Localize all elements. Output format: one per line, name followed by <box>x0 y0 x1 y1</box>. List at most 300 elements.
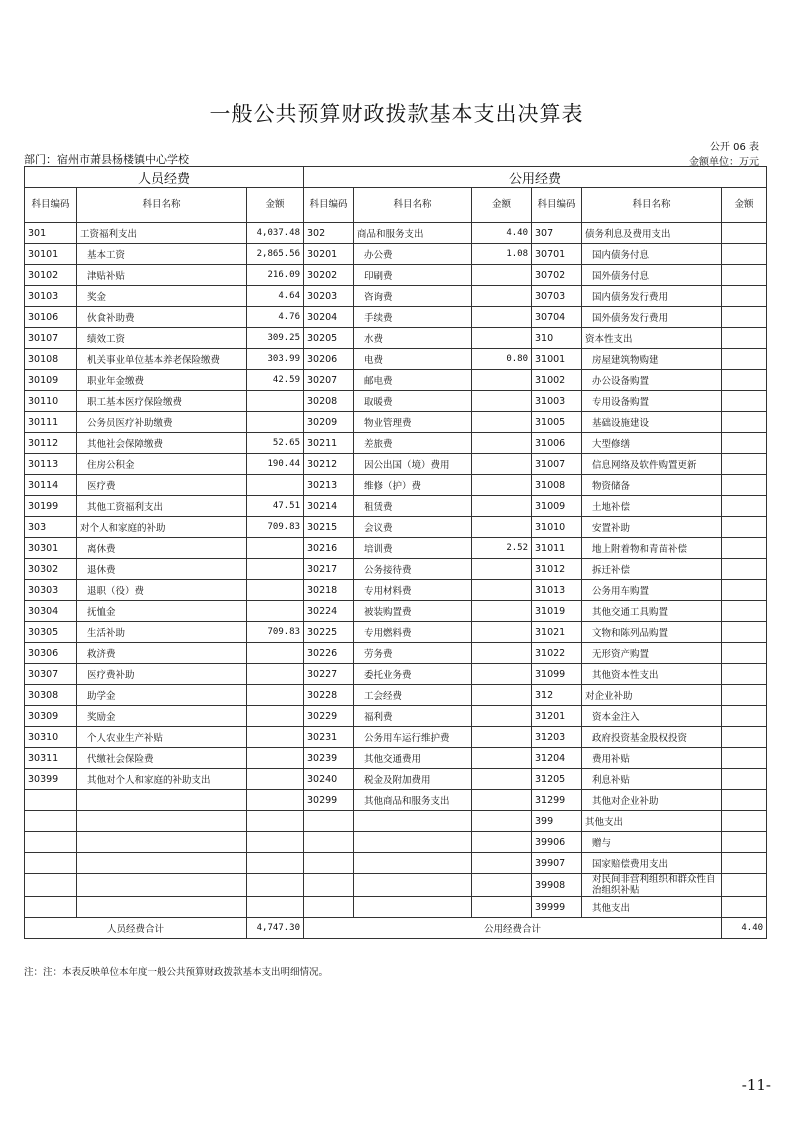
code-cell: 301 <box>25 223 77 244</box>
name-cell: 职业年金缴费 <box>77 370 247 391</box>
name-cell: 物业管理费 <box>354 412 472 433</box>
name-cell: 国家赔偿费用支出 <box>582 853 722 874</box>
code-cell: 30304 <box>25 601 77 622</box>
amount-cell <box>722 580 767 601</box>
name-cell: 培训费 <box>354 538 472 559</box>
amount-cell <box>247 685 304 706</box>
amount-cell <box>722 328 767 349</box>
name-cell: 办公费 <box>354 244 472 265</box>
table-row <box>25 559 767 580</box>
table-row <box>25 286 767 307</box>
amount-cell <box>722 517 767 538</box>
table-row <box>25 370 767 391</box>
name-cell: 工资福利支出 <box>77 223 247 244</box>
table-row <box>25 244 767 265</box>
table-row <box>25 727 767 748</box>
amount-cell <box>247 391 304 412</box>
code-cell: 31022 <box>532 643 582 664</box>
amount-cell <box>472 517 532 538</box>
name-cell: 信息网络及软件购置更新 <box>582 454 722 475</box>
name-cell: 安置补助 <box>582 517 722 538</box>
amount-cell: 216.09 <box>247 265 304 286</box>
name-cell: 工会经费 <box>354 685 472 706</box>
name-cell: 国外债务付息 <box>582 265 722 286</box>
code-cell: 31006 <box>532 433 582 454</box>
name-cell: 商品和服务支出 <box>354 223 472 244</box>
name-cell: 救济费 <box>77 643 247 664</box>
amount-cell <box>722 286 767 307</box>
name-cell: 专用设备购置 <box>582 391 722 412</box>
name-cell <box>354 897 472 918</box>
table-row <box>25 496 767 517</box>
name-cell <box>77 811 247 832</box>
amount-cell <box>722 601 767 622</box>
code-cell: 30102 <box>25 265 77 286</box>
amount-cell <box>472 580 532 601</box>
code-cell: 31019 <box>532 601 582 622</box>
code-cell: 30109 <box>25 370 77 391</box>
name-cell: 土地补偿 <box>582 496 722 517</box>
amount-cell <box>472 307 532 328</box>
name-cell: 租赁费 <box>354 496 472 517</box>
table-row <box>25 307 767 328</box>
code-cell: 30108 <box>25 349 77 370</box>
code-cell: 30208 <box>304 391 354 412</box>
name-cell: 拆迁补偿 <box>582 559 722 580</box>
code-cell: 30202 <box>304 265 354 286</box>
name-cell: 国内债务发行费用 <box>582 286 722 307</box>
name-cell: 其他对企业补助 <box>582 790 722 811</box>
code-cell: 31299 <box>532 790 582 811</box>
amount-cell <box>722 832 767 853</box>
name-cell: 其他对个人和家庭的补助支出 <box>77 769 247 790</box>
amount-cell <box>722 685 767 706</box>
table-row <box>25 433 767 454</box>
name-cell: 其他资本性支出 <box>582 664 722 685</box>
name-cell <box>77 853 247 874</box>
name-cell: 住房公积金 <box>77 454 247 475</box>
table-row <box>25 328 767 349</box>
amount-cell <box>472 897 532 918</box>
amount-cell <box>722 769 767 790</box>
amount-cell <box>472 664 532 685</box>
code-cell: 31013 <box>532 580 582 601</box>
code-cell: 31021 <box>532 622 582 643</box>
name-cell: 专用燃料费 <box>354 622 472 643</box>
amount-cell <box>472 685 532 706</box>
table-row <box>25 897 767 918</box>
amount-cell <box>472 622 532 643</box>
amount-cell: 2.52 <box>472 538 532 559</box>
name-cell: 机关事业单位基本养老保险缴费 <box>77 349 247 370</box>
name-cell: 会议费 <box>354 517 472 538</box>
amount-cell: 4.76 <box>247 307 304 328</box>
amount-cell: 709.83 <box>247 517 304 538</box>
table-row <box>25 412 767 433</box>
header-name: 科目名称 <box>582 188 722 223</box>
amount-cell <box>722 496 767 517</box>
amount-cell <box>722 622 767 643</box>
amount-cell <box>472 559 532 580</box>
name-cell <box>354 811 472 832</box>
amount-cell <box>722 412 767 433</box>
code-cell: 303 <box>25 517 77 538</box>
amount-cell <box>247 853 304 874</box>
code-cell: 30704 <box>532 307 582 328</box>
name-cell: 抚恤金 <box>77 601 247 622</box>
amount-cell: 1.08 <box>472 244 532 265</box>
name-cell: 奖励金 <box>77 706 247 727</box>
personnel-total-value: 4,747.30 <box>247 918 304 939</box>
amount-cell <box>722 349 767 370</box>
code-cell: 31201 <box>532 706 582 727</box>
amount-cell <box>247 706 304 727</box>
name-cell <box>354 832 472 853</box>
code-cell: 312 <box>532 685 582 706</box>
name-cell: 办公设备购置 <box>582 370 722 391</box>
code-cell: 31011 <box>532 538 582 559</box>
amount-cell: 709.83 <box>247 622 304 643</box>
amount-cell <box>472 727 532 748</box>
code-cell: 399 <box>532 811 582 832</box>
name-cell: 基础设施建设 <box>582 412 722 433</box>
amount-cell <box>722 538 767 559</box>
code-cell: 30103 <box>25 286 77 307</box>
amount-cell <box>472 748 532 769</box>
amount-cell: 303.99 <box>247 349 304 370</box>
code-cell: 31203 <box>532 727 582 748</box>
table-row <box>25 265 767 286</box>
table-row <box>25 223 767 244</box>
footnote: 注：注：本表反映单位本年度一般公共预算财政拨款基本支出明细情况。 <box>24 967 329 978</box>
table-row <box>25 349 767 370</box>
table-row <box>25 748 767 769</box>
code-cell: 30228 <box>304 685 354 706</box>
name-cell: 物资储备 <box>582 475 722 496</box>
code-cell <box>304 874 354 897</box>
amount-cell <box>247 769 304 790</box>
code-cell: 39907 <box>532 853 582 874</box>
code-cell: 30214 <box>304 496 354 517</box>
code-cell <box>304 811 354 832</box>
amount-cell <box>472 328 532 349</box>
section-personnel: 人员经费 <box>25 167 304 188</box>
expenditure-table <box>24 166 767 939</box>
table-row <box>25 664 767 685</box>
code-cell: 30301 <box>25 538 77 559</box>
name-cell: 国内债务付息 <box>582 244 722 265</box>
table-row <box>25 811 767 832</box>
name-cell: 政府投资基金股权投资 <box>582 727 722 748</box>
header-name: 科目名称 <box>354 188 472 223</box>
name-cell: 税金及附加费用 <box>354 769 472 790</box>
name-cell: 其他交通工具购置 <box>582 601 722 622</box>
name-cell: 对民间非营利组织和群众性自治组织补贴 <box>582 874 722 897</box>
code-cell: 31003 <box>532 391 582 412</box>
name-cell: 无形资产购置 <box>582 643 722 664</box>
code-cell: 30110 <box>25 391 77 412</box>
amount-cell <box>472 265 532 286</box>
amount-cell <box>472 454 532 475</box>
amount-cell <box>722 897 767 918</box>
section-public: 公用经费 <box>304 167 767 188</box>
name-cell <box>77 790 247 811</box>
code-cell: 30225 <box>304 622 354 643</box>
code-cell: 31012 <box>532 559 582 580</box>
amount-cell <box>247 601 304 622</box>
name-cell: 其他支出 <box>582 897 722 918</box>
name-cell <box>354 874 472 897</box>
amount-cell <box>722 223 767 244</box>
code-cell: 30216 <box>304 538 354 559</box>
code-cell: 31005 <box>532 412 582 433</box>
name-cell: 公务员医疗补助缴费 <box>77 412 247 433</box>
amount-cell <box>722 643 767 664</box>
name-cell: 离休费 <box>77 538 247 559</box>
code-cell: 30199 <box>25 496 77 517</box>
name-cell: 公务用车运行维护费 <box>354 727 472 748</box>
code-cell: 30224 <box>304 601 354 622</box>
table-row <box>25 832 767 853</box>
amount-cell: 2,865.56 <box>247 244 304 265</box>
amount-cell <box>472 853 532 874</box>
code-cell: 39908 <box>532 874 582 897</box>
code-cell <box>25 832 77 853</box>
name-cell: 资本金注入 <box>582 706 722 727</box>
code-cell: 30203 <box>304 286 354 307</box>
name-cell: 退职（役）费 <box>77 580 247 601</box>
code-cell: 31204 <box>532 748 582 769</box>
amount-cell <box>722 307 767 328</box>
name-cell: 维修（护）费 <box>354 475 472 496</box>
amount-cell: 4,037.48 <box>247 223 304 244</box>
header-amount: 金额 <box>247 188 304 223</box>
code-cell: 30311 <box>25 748 77 769</box>
code-cell: 31205 <box>532 769 582 790</box>
code-cell: 30204 <box>304 307 354 328</box>
name-cell: 债务利息及费用支出 <box>582 223 722 244</box>
name-cell: 劳务费 <box>354 643 472 664</box>
name-cell: 房屋建筑物购建 <box>582 349 722 370</box>
name-cell: 福利费 <box>354 706 472 727</box>
amount-cell <box>472 391 532 412</box>
code-cell: 39906 <box>532 832 582 853</box>
name-cell: 生活补助 <box>77 622 247 643</box>
code-cell: 30303 <box>25 580 77 601</box>
amount-cell <box>722 874 767 897</box>
amount-cell <box>472 874 532 897</box>
name-cell <box>354 853 472 874</box>
table-row <box>25 391 767 412</box>
code-cell: 30229 <box>304 706 354 727</box>
code-cell: 30212 <box>304 454 354 475</box>
amount-cell <box>472 832 532 853</box>
code-cell: 30226 <box>304 643 354 664</box>
amount-cell <box>472 790 532 811</box>
header-name: 科目名称 <box>77 188 247 223</box>
amount-cell <box>722 811 767 832</box>
name-cell: 医疗费 <box>77 475 247 496</box>
amount-cell <box>472 601 532 622</box>
header-code: 科目编码 <box>304 188 354 223</box>
amount-cell <box>472 706 532 727</box>
code-cell <box>25 811 77 832</box>
code-cell: 30307 <box>25 664 77 685</box>
name-cell: 取暖费 <box>354 391 472 412</box>
code-cell: 31002 <box>532 370 582 391</box>
name-cell: 利息补贴 <box>582 769 722 790</box>
totals-row <box>25 918 767 939</box>
code-cell <box>25 790 77 811</box>
code-cell: 30218 <box>304 580 354 601</box>
header-code: 科目编码 <box>25 188 77 223</box>
code-cell: 30207 <box>304 370 354 391</box>
amount-cell <box>722 559 767 580</box>
code-cell: 30111 <box>25 412 77 433</box>
name-cell: 印刷费 <box>354 265 472 286</box>
code-cell: 30399 <box>25 769 77 790</box>
amount-cell <box>722 370 767 391</box>
code-cell: 30309 <box>25 706 77 727</box>
amount-cell <box>247 412 304 433</box>
code-cell: 30112 <box>25 433 77 454</box>
code-cell: 31010 <box>532 517 582 538</box>
code-cell: 30239 <box>304 748 354 769</box>
code-cell: 30308 <box>25 685 77 706</box>
code-cell: 30201 <box>304 244 354 265</box>
amount-cell <box>247 748 304 769</box>
amount-cell: 309.25 <box>247 328 304 349</box>
code-cell: 30299 <box>304 790 354 811</box>
name-cell: 文物和陈列品购置 <box>582 622 722 643</box>
code-cell: 30310 <box>25 727 77 748</box>
amount-cell <box>247 811 304 832</box>
name-cell: 专用材料费 <box>354 580 472 601</box>
amount-cell <box>472 475 532 496</box>
name-cell: 委托业务费 <box>354 664 472 685</box>
code-cell <box>304 832 354 853</box>
name-cell: 国外债务发行费用 <box>582 307 722 328</box>
amount-cell <box>247 790 304 811</box>
table-row <box>25 790 767 811</box>
name-cell: 基本工资 <box>77 244 247 265</box>
name-cell: 公务接待费 <box>354 559 472 580</box>
code-cell: 30302 <box>25 559 77 580</box>
code-cell: 30106 <box>25 307 77 328</box>
amount-cell: 47.51 <box>247 496 304 517</box>
table-row <box>25 874 767 897</box>
code-cell <box>304 897 354 918</box>
name-cell: 职工基本医疗保险缴费 <box>77 391 247 412</box>
name-cell: 手续费 <box>354 307 472 328</box>
amount-cell <box>722 391 767 412</box>
amount-cell <box>247 559 304 580</box>
table-row <box>25 706 767 727</box>
name-cell: 其他商品和服务支出 <box>354 790 472 811</box>
name-cell: 邮电费 <box>354 370 472 391</box>
code-cell: 30217 <box>304 559 354 580</box>
name-cell: 医疗费补助 <box>77 664 247 685</box>
name-cell: 咨询费 <box>354 286 472 307</box>
table-row <box>25 538 767 559</box>
page-title: 一般公共预算财政拨款基本支出决算表 <box>209 102 584 126</box>
amount-cell <box>722 706 767 727</box>
amount-cell <box>722 790 767 811</box>
code-cell: 30231 <box>304 727 354 748</box>
table-row <box>25 517 767 538</box>
amount-cell <box>472 412 532 433</box>
personnel-total-label: 人员经费合计 <box>25 918 247 939</box>
amount-cell <box>472 370 532 391</box>
code-cell: 31007 <box>532 454 582 475</box>
public-total-value: 4.40 <box>722 918 767 939</box>
amount-cell: 52.65 <box>247 433 304 454</box>
code-cell: 30702 <box>532 265 582 286</box>
name-cell <box>77 832 247 853</box>
name-cell: 差旅费 <box>354 433 472 454</box>
name-cell: 电费 <box>354 349 472 370</box>
name-cell: 资本性支出 <box>582 328 722 349</box>
name-cell: 赠与 <box>582 832 722 853</box>
code-cell <box>25 897 77 918</box>
page-number: -11- <box>741 1076 771 1094</box>
amount-cell <box>472 769 532 790</box>
name-cell: 费用补贴 <box>582 748 722 769</box>
table-row <box>25 580 767 601</box>
amount-cell <box>722 433 767 454</box>
code-cell: 310 <box>532 328 582 349</box>
code-cell: 30701 <box>532 244 582 265</box>
amount-cell: 4.64 <box>247 286 304 307</box>
name-cell: 其他工资福利支出 <box>77 496 247 517</box>
code-cell: 302 <box>304 223 354 244</box>
amount-cell <box>247 727 304 748</box>
amount-cell <box>722 748 767 769</box>
table-row <box>25 454 767 475</box>
amount-cell <box>722 853 767 874</box>
amount-cell <box>472 643 532 664</box>
amount-cell <box>472 286 532 307</box>
name-cell: 代缴社会保险费 <box>77 748 247 769</box>
code-cell: 30240 <box>304 769 354 790</box>
code-cell: 30209 <box>304 412 354 433</box>
name-cell: 个人农业生产补贴 <box>77 727 247 748</box>
code-cell: 39999 <box>532 897 582 918</box>
code-cell: 30211 <box>304 433 354 454</box>
name-cell: 其他交通费用 <box>354 748 472 769</box>
amount-cell: 190.44 <box>247 454 304 475</box>
amount-cell <box>472 433 532 454</box>
code-cell <box>25 853 77 874</box>
header-amount: 金额 <box>472 188 532 223</box>
amount-cell <box>722 664 767 685</box>
department-label: 部门：宿州市萧县杨楼镇中心学校 <box>24 153 189 166</box>
amount-cell: 42.59 <box>247 370 304 391</box>
name-cell: 因公出国（境）费用 <box>354 454 472 475</box>
header-amount: 金额 <box>722 188 767 223</box>
code-cell: 31009 <box>532 496 582 517</box>
code-cell: 31099 <box>532 664 582 685</box>
code-cell: 31001 <box>532 349 582 370</box>
public-total-label: 公用经费合计 <box>304 918 722 939</box>
name-cell: 退休费 <box>77 559 247 580</box>
code-cell: 30205 <box>304 328 354 349</box>
amount-cell <box>722 727 767 748</box>
table-row <box>25 769 767 790</box>
amount-cell <box>247 475 304 496</box>
name-cell: 对个人和家庭的补助 <box>77 517 247 538</box>
name-cell: 奖金 <box>77 286 247 307</box>
